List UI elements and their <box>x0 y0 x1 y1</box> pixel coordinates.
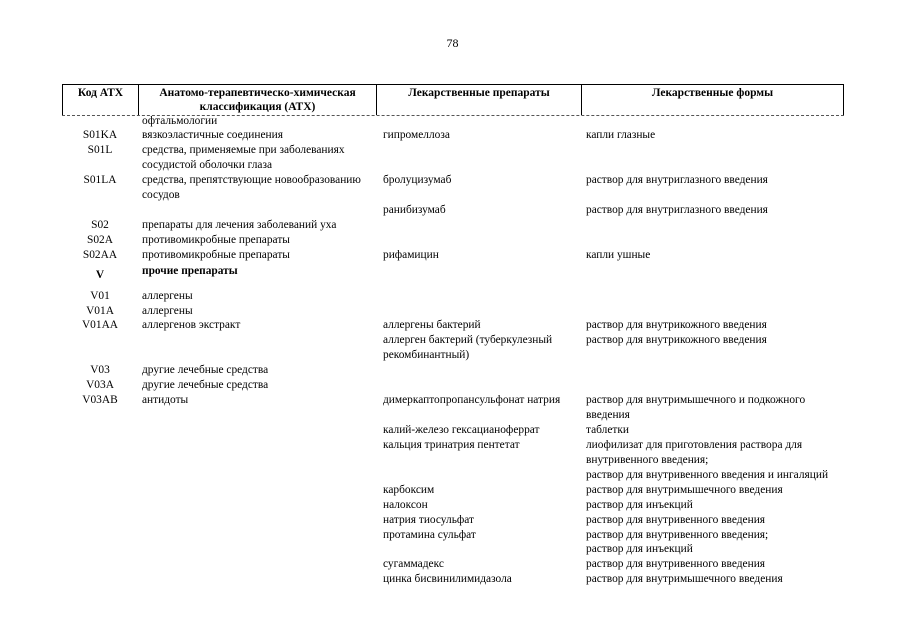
code-cell: S02A <box>87 234 113 246</box>
form-cell: раствор для внутрикожного введения <box>586 319 767 331</box>
classification-cell: средства, применяемые при заболеваниях сосудистой оболочки глаза <box>142 144 345 171</box>
code-cell: V <box>95 269 105 281</box>
code-cell: S01LA <box>83 174 117 186</box>
classification-cell: вязкоэластичные соединения <box>142 129 283 141</box>
form-cell: раствор для внутривенного введения и ингаляций <box>586 469 829 481</box>
drug-cell: димеркаптопропансульфонат натрия <box>383 394 561 406</box>
drug-cell: натрия тиосульфат <box>383 514 475 526</box>
drug-cell: протамина сульфат <box>383 529 476 541</box>
code-cell: S02AA <box>82 249 118 261</box>
form-cell: раствор для внутривенного введения; <box>586 529 769 541</box>
classification-cell: аллергены <box>142 290 193 302</box>
table-header <box>62 84 844 116</box>
drug-cell: аллерген бактерий (туберкулезный рекомбинантный) <box>383 334 553 361</box>
code-cell: S02 <box>91 219 109 231</box>
code-cell: S01KA <box>82 129 118 141</box>
drug-cell: цинка бисвинилимидазола <box>383 573 512 585</box>
classification-cell: противомикробные препараты <box>142 234 290 246</box>
header-code: Код АТХ <box>62 85 138 115</box>
form-cell: раствор для внутримышечного введения <box>586 573 783 585</box>
form-cell: раствор для внутримышечного введения <box>586 484 783 496</box>
drug-cell: аллергены бактерий <box>383 319 481 331</box>
form-cell: капли глазные <box>586 129 656 141</box>
form-cell: раствор для инъекций <box>586 499 693 511</box>
drug-cell: рифамицин <box>383 249 439 261</box>
form-cell: лиофилизат для приготовления раствора для внутривенного введения; <box>586 439 803 466</box>
classification-cell: аллергенов экстракт <box>142 319 241 331</box>
code-cell: S01L <box>87 144 113 156</box>
drug-cell: кальция тринатрия пентетат <box>383 439 520 451</box>
page-number: 78 <box>446 36 459 50</box>
header-classification: Анатомо-терапевтическо-химическая классификация (АТХ) <box>138 85 376 115</box>
form-cell: раствор для внутривенного введения <box>586 514 766 526</box>
classification-cell: другие лечебные средства <box>142 364 269 376</box>
code-cell: V03A <box>86 379 114 391</box>
form-cell: раствор для внутривенного введения <box>586 558 766 570</box>
header-drugs: Лекарственные препараты <box>376 85 581 115</box>
classification-cell: средства, препятствующие новообразованию сосудов <box>142 174 361 201</box>
code-cell: V03 <box>90 364 110 376</box>
drug-cell: сугаммадекс <box>383 558 444 570</box>
classification-cell: прочие препараты <box>142 265 238 277</box>
classification-cell: другие лечебные средства <box>142 379 269 391</box>
form-cell: раствор для внутримышечного и подкожного введения <box>586 394 806 421</box>
classification-cell: противомикробные препараты <box>142 249 290 261</box>
form-cell: раствор для внутриглазного введения <box>586 204 768 216</box>
classification-cell: препараты для лечения заболеваний уха <box>142 219 337 231</box>
drug-cell: карбоксим <box>383 484 435 496</box>
classification-cell: антидоты <box>142 394 189 406</box>
drug-cell: бролуцизумаб <box>383 174 452 186</box>
form-cell: раствор для инъекций <box>586 543 693 555</box>
classification-cell: аллергены <box>142 305 193 317</box>
drug-cell: ранибизумаб <box>383 204 446 216</box>
code-cell: V03AB <box>82 394 118 406</box>
code-cell: V01A <box>86 305 114 317</box>
code-cell: V01AA <box>81 319 119 331</box>
form-cell: раствор для внутриглазного введения <box>586 174 768 186</box>
form-cell: таблетки <box>586 424 630 436</box>
header-forms: Лекарственные формы <box>581 85 844 115</box>
form-cell: раствор для внутрикожного введения <box>586 334 767 346</box>
form-cell: капли ушные <box>586 249 651 261</box>
code-cell: V01 <box>90 290 110 302</box>
classification-cell: офтальмологии <box>142 115 218 127</box>
drug-cell: гипромеллоза <box>383 129 450 141</box>
drug-cell: калий-железо гексацианоферрат <box>383 424 540 436</box>
drug-cell: налоксон <box>383 499 428 511</box>
